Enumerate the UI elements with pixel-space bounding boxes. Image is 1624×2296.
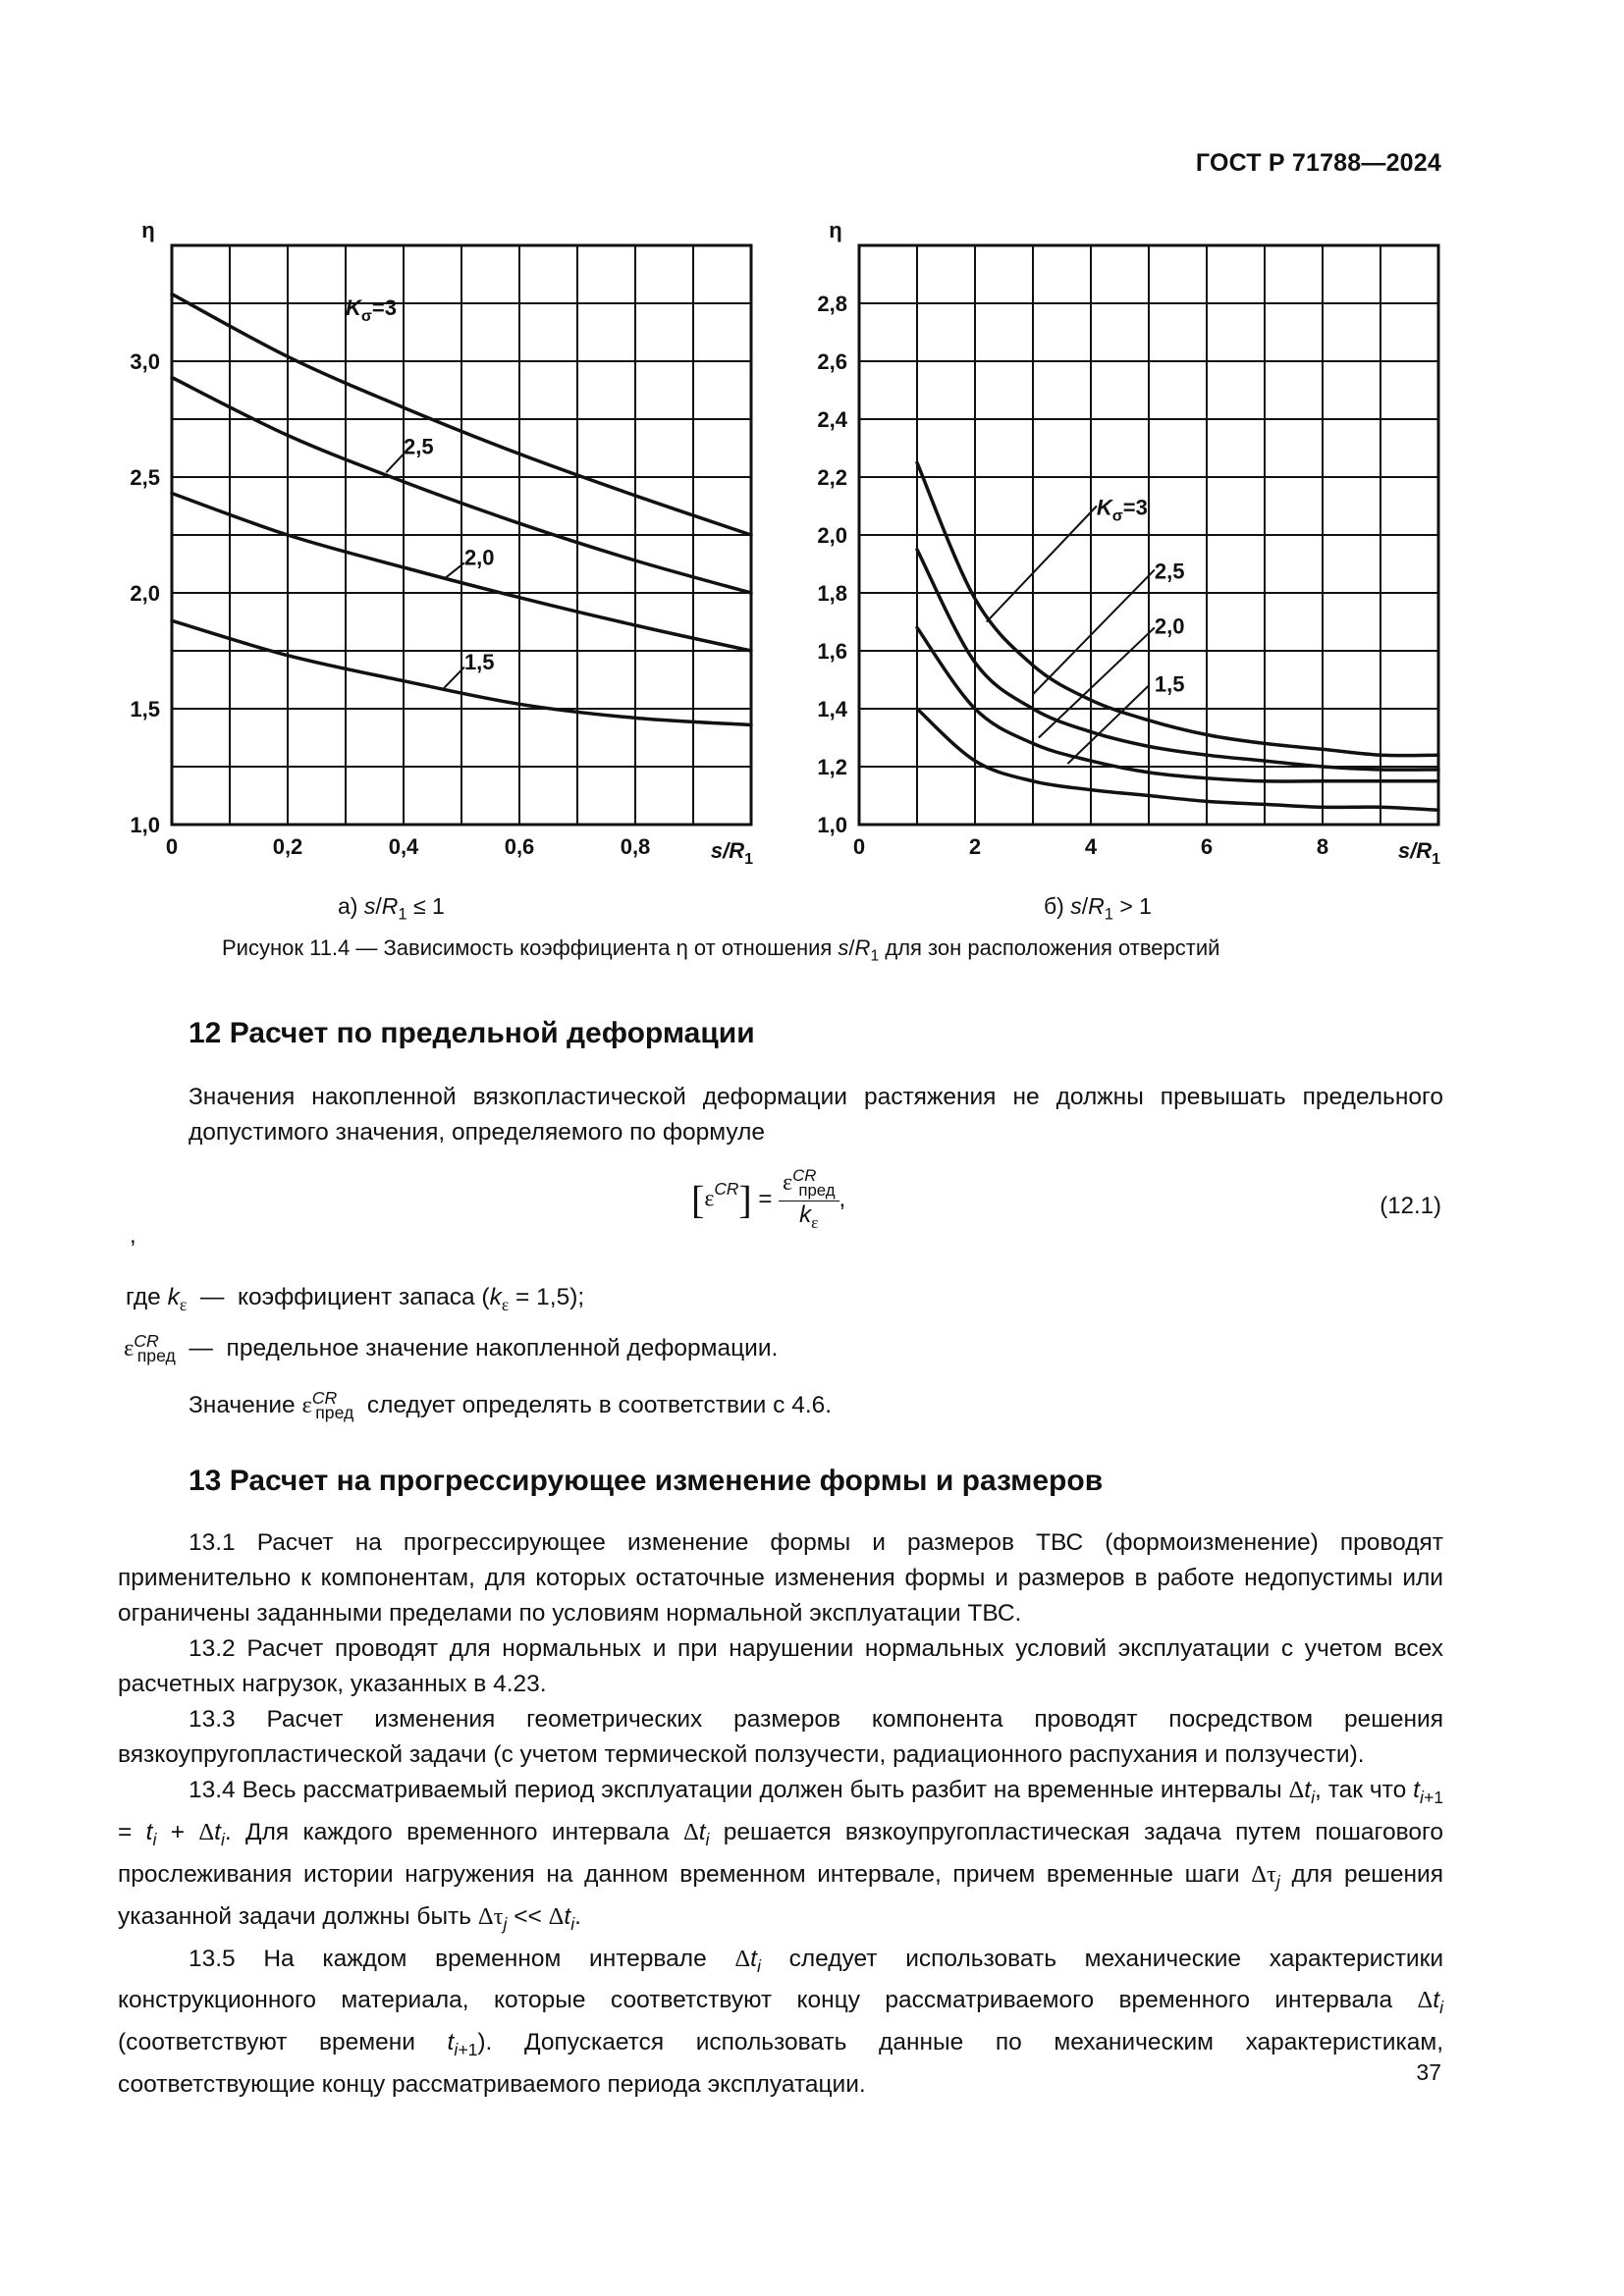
page-number: 37 (1416, 2059, 1441, 2085)
y-tick-label: 2,0 (130, 581, 160, 606)
curve-label: 2,0 (1154, 614, 1185, 639)
y-tick-label: 2,0 (817, 523, 847, 548)
y-tick-label: 1,5 (130, 697, 160, 721)
grid (172, 245, 751, 825)
curve-label: 1,5 (463, 649, 495, 674)
x-tick-label: 0,2 (272, 834, 303, 859)
x-tick-label: 6 (1200, 834, 1214, 859)
x-tick-label: 0 (165, 834, 179, 859)
subcaption-b: б) $s/R_1 > 1$ (1044, 893, 1152, 924)
formula-12-1: $[\varepsilon^{CR}]$ = $\frac{\varepsilon^{CR}_{пред}}{k_\varepsilon}$ , (691, 1166, 846, 1232)
paragraph-13-3: 13.3 Расчет изменения геометрических размеров компонента проводят посредством решения вязкоупругопластической задачи (с учетом термической ползучести, радиационного распухания и ползучести). (118, 1706, 1443, 1768)
section-12-title: 12 Расчет по предельной деформации (189, 1017, 755, 1049)
curve-label: 2,0 (463, 545, 495, 570)
y-tick-label: 1,0 (130, 813, 160, 837)
definition-eps-pred: $\varepsilon^{CR}_{пред}$ — предельное значение накопленной деформации. (124, 1331, 779, 1366)
y-axis-label: η (141, 218, 155, 242)
section-13-body (118, 1525, 1443, 2103)
x-tick-label: 0,4 (388, 834, 419, 859)
paragraph-13-4: 13.4 Весь рассматриваемый период эксплуатации должен быть разбит на временные интервалы $\Delta t_i$, так что $t_{i+1} = t_i + \Delta t_i$. Для каждого временного интервала $\Delta t_i$ решается вязкоупругопластическая задача путем пошагового прослеживания истории нагружения на данном временном интервале, причем временные шаги $\Delta\tau_j$ для решения указанной задачи должны быть $\Delta\tau_j << \Delta t_i$. (118, 1777, 1444, 1934)
x-axis-label: $s/R_1$ (710, 838, 753, 868)
series-line (917, 462, 1438, 755)
curve-label-leader (987, 507, 1097, 622)
stray-comma: , (130, 1222, 136, 1249)
y-tick-label: 2,6 (817, 349, 847, 374)
chart-b (795, 218, 1473, 879)
paragraph-13-1: 13.1 Расчет на прогрессирующее изменение формы и размеров ТВС (формоизменение) проводят применительно к компонентам, для которых остаточные изменения формы и размеров в работе недопустимы или ограничены заданными пределами по условиям нормальной эксплуатации ТВС. (118, 1529, 1443, 1627)
note-eps-pred: Значение $\varepsilon^{CR}_{пред}$ следует определять в соответствии с 4.6. (189, 1388, 833, 1423)
x-tick-label: 0,8 (620, 834, 651, 859)
x-tick-label: 2 (968, 834, 982, 859)
y-tick-label: 1,8 (817, 581, 847, 606)
curve-label: 1,5 (1154, 671, 1185, 697)
document-code: ГОСТ Р 71788—2024 (1195, 149, 1441, 177)
subcaption-a: а) $s/R_1 \le 1$ (338, 893, 445, 924)
y-tick-label: 2,5 (130, 465, 160, 490)
y-tick-label: 1,6 (817, 639, 847, 664)
y-tick-label: 2,8 (817, 292, 847, 316)
definition-k-epsilon: где $k_\varepsilon$ — коэффициент запаса $(k_\varepsilon = 1,5)$; (126, 1284, 585, 1314)
y-tick-label: 2,4 (817, 407, 847, 432)
x-tick-label: 0 (852, 834, 866, 859)
x-tick-label: 4 (1084, 834, 1098, 859)
chart-a (118, 218, 766, 879)
x-tick-label: 0,6 (504, 834, 535, 859)
curve-label-leader (1033, 569, 1155, 694)
x-tick-label: 8 (1316, 834, 1329, 859)
y-tick-label: 2,2 (817, 465, 847, 490)
x-axis-label: $s/R_1$ (1397, 838, 1440, 868)
y-tick-label: 1,0 (817, 813, 847, 837)
curve-label: 2,5 (1154, 559, 1185, 584)
equation-number: (12.1) (1380, 1193, 1441, 1219)
curve-label: $K_\sigma=3$ (346, 294, 397, 325)
curve-label-leader (386, 454, 404, 472)
y-tick-label: 1,4 (817, 697, 847, 721)
paragraph-13-5: 13.5 На каждом временном интервале $\Delta t_i$ следует использовать механические характеристики конструкционного материала, которые соответствуют концу рассматриваемого временного интервала $\Delta t_i$ (соответствуют времени $t_{i+1}$). Допускается использовать данные по механическим характеристикам, соответствующие концу рассматриваемого периода эксплуатации. (118, 1945, 1444, 2099)
y-axis-label: η (829, 218, 842, 242)
section-13-title: 13 Расчет на прогрессирующее изменение формы и размеров (189, 1465, 1104, 1497)
y-tick-label: 1,2 (817, 755, 847, 779)
paragraph-13-2: 13.2 Расчет проводят для нормальных и при нарушении нормальных условий эксплуатации с учетом всех расчетных нагрузок, указанных в 4.23. (118, 1635, 1443, 1697)
curve-label: $K_\sigma=3$ (1096, 495, 1148, 525)
section-12-intro: Значения накопленной вязкопластической деформации растяжения не должны превышать предельного допустимого значения, определяемого по формуле (189, 1084, 1443, 1146)
curve-label: 2,5 (404, 434, 434, 459)
figure-caption: Рисунок 11.4 — Зависимость коэффициента η от отношения $s/R_1$ для зон расположения отверстий (222, 935, 1220, 965)
y-tick-label: 3,0 (130, 349, 160, 374)
